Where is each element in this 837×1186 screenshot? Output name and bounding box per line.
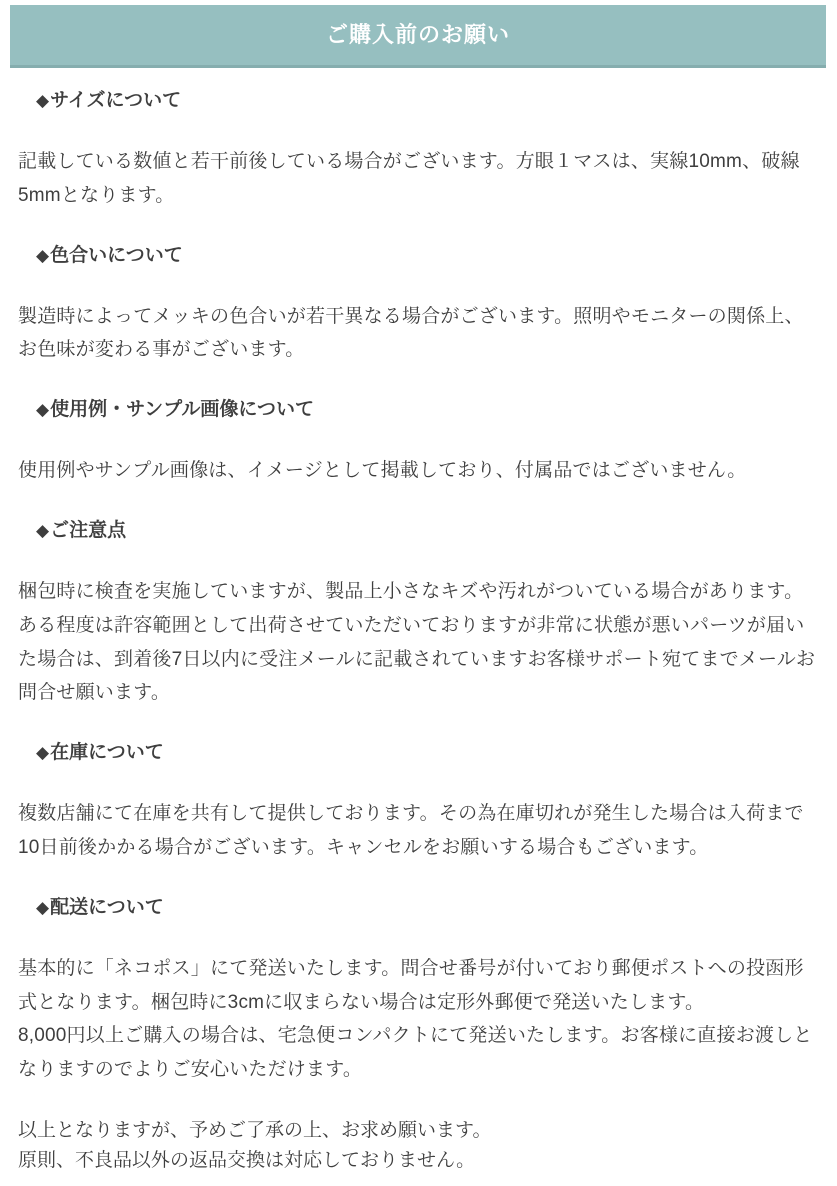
section-heading-sample-images: [36, 397, 820, 424]
section-heading-label: 在庫について: [50, 742, 164, 764]
paragraph-text: 使用例やサンプル画像は、イメージとして掲載しており、付属品ではございません。: [18, 460, 747, 482]
section-heading-label: 配送について: [50, 896, 164, 918]
diamond-bullet-icon: ◆: [36, 245, 50, 265]
purchase-notice-banner: [10, 5, 826, 68]
closing-note: [18, 1117, 820, 1174]
section-heading-label: 使用例・サンプル画像について: [50, 399, 314, 421]
section-heading-color: [36, 243, 820, 270]
section-heading-label: サイズについて: [50, 90, 182, 111]
section-heading-size: [36, 88, 820, 115]
diamond-bullet-icon: ◆: [36, 743, 50, 763]
paragraph-text: 記載している数値と若干前後している場合がございます。方眼１マスは、実線10mm、破線5mmとなります。: [18, 150, 800, 206]
section-heading-shipping: [36, 895, 820, 922]
section-paragraph-sample-images: [18, 454, 820, 488]
section-paragraph-shipping: [18, 952, 820, 1087]
paragraph-text: 8,000円以上ご購入の場合は、宅急便コンパクトにて発送いたします。お客様に直接お渡しとなりますのでよりご安心いただけます。: [18, 1025, 813, 1081]
diamond-bullet-icon: ◆: [36, 520, 50, 540]
paragraph-text: 梱包時に検査を実施していますが、製品上小さなキズや汚れがついている場合があります。ある程度は許容範囲として出荷させていただいておりますが非常に状態が悪いパーツが届いた場合は、到着後7日以内に受注メールに記載されていますお客様サポート宛てまでメールお問合せ願います。: [18, 580, 816, 704]
diamond-bullet-icon: ◆: [36, 91, 50, 110]
section-paragraph-size: [18, 145, 820, 213]
paragraph-text: 基本的に「ネコポス」にて発送いたします。問合せ番号が付いており郵便ポストへの投函形式となります。梱包時に3cmに収まらない場合は定形外郵便で発送いたします。: [18, 957, 804, 1013]
paragraph-text: 製造時によってメッキの色合いが若干異なる場合がございます。照明やモニターの関係上、お色味が変わる事がございます。: [18, 305, 804, 361]
closing-line: 原則、不良品以外の返品交換は対応しておりません。: [18, 1149, 476, 1171]
banner-title: ご購入前のお願い: [325, 22, 510, 47]
closing-line: 以上となりますが、予めご了承の上、お求め願います。: [18, 1120, 492, 1141]
paragraph-text: 複数店舗にて在庫を共有して提供しております。その為在庫切れが発生した場合は入荷まで10日前後かかる場合がございます。キャンセルをお願いする場合もございます。: [18, 803, 804, 858]
diamond-bullet-icon: ◆: [36, 400, 50, 420]
diamond-bullet-icon: ◆: [36, 897, 50, 917]
section-heading-cautions: [36, 518, 820, 545]
section-paragraph-cautions: [18, 575, 820, 710]
notice-content: [0, 88, 837, 1186]
section-paragraph-stock: [18, 797, 820, 865]
section-heading-stock: [36, 740, 820, 767]
section-heading-label: 色合いについて: [50, 244, 183, 266]
section-heading-label: ご注意点: [50, 519, 127, 541]
section-paragraph-color: [18, 300, 820, 368]
